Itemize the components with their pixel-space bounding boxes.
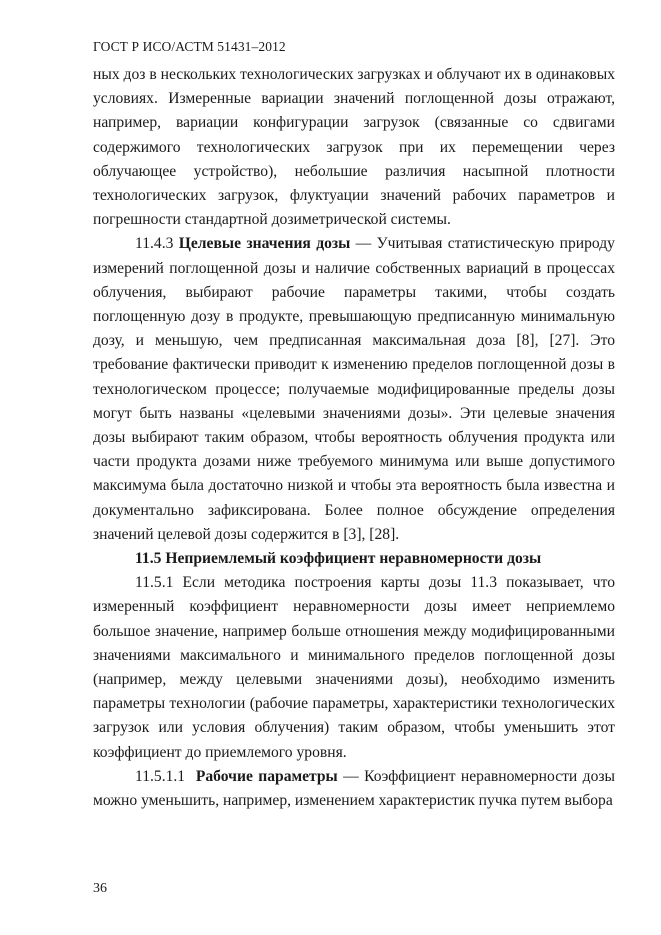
clause-title: Целевые значения дозы bbox=[178, 235, 351, 253]
clause-text: — Коэффициент неравномерности дозы можно уменьшить, например, изменением характеристик пучка путем выбора bbox=[93, 767, 616, 810]
clause-number: 11.4.3 bbox=[135, 235, 174, 253]
clause-text: — Учитывая статистическую природу измерений поглощенной дозы и наличие собственных вариаций в процессах облучения, выбирают рабочие параметры такими, чтобы создать поглощенную дозу в продукте, превышающую предписанную минимальную дозу, и меньшую, чем предписанная максимальная доза [8], [27]. Это требование фактически приводит к изменению пределов поглощенной дозы в технологическом процессе; получаемые модифицированные пределы дозы могут быть названы «целевыми значениями дозы». Эти целевые значения дозы выбирают таким образом, чтобы вероятность облучения продукта или части продукта дозами ниже требуемого минимума или выше допустимого максимума была достаточно низкой и чтобы эта вероятность была известна и документально зафиксирована. Более полное обсуждение определения значений целевой дозы содержится в [3], [28]. bbox=[93, 235, 615, 543]
clause-title: Рабочие параметры bbox=[195, 767, 338, 785]
paragraph-11-5-1-1 bbox=[93, 765, 615, 813]
paragraph-continued: ных доз в нескольких технологических загрузках и облучают их в одинаковых условиях. Измеренные вариации значений поглощенной дозы отражают, например, вариации конфигурации загрузок (связанные со сдвигами содержимого технологических загрузок при их перемещении через облучающее устройство), небольшие различия насыпной плотности технологических загрузок, флуктуации значений рабочих параметров и погрешности стандартной дозиметрической системы. bbox=[93, 66, 615, 229]
section-heading-11-5: 11.5 Неприемлемый коэффициент неравномерности дозы bbox=[135, 550, 542, 568]
page-header: ГОСТ Р ИСО/АСТМ 51431–2012 bbox=[93, 39, 286, 54]
document-body bbox=[93, 63, 615, 813]
page-number: 36 bbox=[93, 881, 107, 896]
clause-number: 11.5.1.1 bbox=[135, 767, 186, 785]
paragraph-11-5-1: 11.5.1 Если методика построения карты дозы 11.3 показывает, что измеренный коэффициент неравномерности дозы имеет неприемлемо большое значение, например больше отношения между модифицированными значениями максимального и минимального пределов поглощенной дозы (например, между целевыми значениями дозы), необходимо изменить параметры технологии (рабочие параметры, характеристики технологических загрузок или условия облучения) таким образом, чтобы уменьшить этот коэффициент до приемлемого уровня. bbox=[93, 574, 615, 761]
paragraph-11-4-3 bbox=[93, 232, 615, 547]
